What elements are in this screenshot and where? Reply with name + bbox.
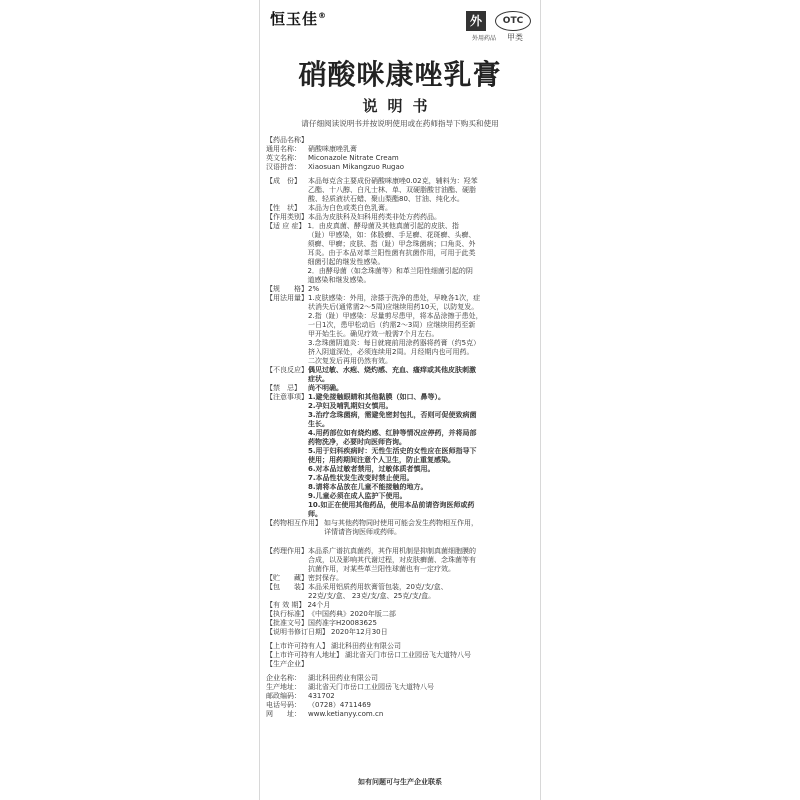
- section-line: 挤入阴道深处，必须连续用2周。月经期内也可用药。: [308, 348, 474, 356]
- section-line: 抗菌作用，对某些革兰阳性球菌也有一定疗效。: [308, 565, 455, 573]
- contact-footer: 如有问题可与生产企业联系: [358, 778, 442, 786]
- section-line: 合成，以及影响其代谢过程，对皮肤癣菌、念珠菌等有: [308, 556, 476, 564]
- section-line: 2．由酵母菌（如念珠菌等）和革兰阳性细菌引起的阴: [307, 267, 473, 275]
- section-label: 【上市许可持有人】: [266, 642, 329, 650]
- section-line: 7.本品性状发生改变时禁止使用。: [308, 474, 414, 482]
- section-value: [308, 154, 536, 163]
- section-label: 【成 份】: [266, 177, 301, 185]
- section-row: [266, 642, 536, 651]
- section-value: [308, 692, 536, 701]
- section-value: [308, 177, 536, 204]
- section-label: 通用名称：: [266, 145, 301, 153]
- section-line: 国药准字H20083625: [308, 619, 377, 627]
- section-line: 甲开始生长。确见疗效一般需7个月左右。: [308, 330, 439, 338]
- section-label: 【药物相互作用】: [266, 519, 322, 527]
- section-line: 生长。: [308, 420, 329, 428]
- section-value: [308, 674, 536, 683]
- section-line: 2.指（趾）甲感染：尽量剪尽患甲，将本品涂擦于患处，: [308, 312, 483, 320]
- section-value: [308, 547, 536, 574]
- section-line: Miconazole Nitrate Cream: [308, 154, 399, 162]
- brand-name: 恒玉佳: [270, 10, 319, 28]
- section-row: [266, 154, 536, 163]
- section-line: 湖北省天门市岳口工业园岳飞大道特八号: [308, 683, 434, 691]
- section-line: 5.用于妇科疾病时：无性生活史的女性应在医师指导下: [308, 447, 477, 455]
- section-line: 9.儿童必须在成人监护下使用。: [308, 492, 407, 500]
- section-value: [308, 213, 536, 222]
- section-value: [329, 628, 536, 637]
- section-row: [266, 285, 536, 294]
- section-row: [266, 222, 536, 285]
- section-row: [266, 628, 536, 637]
- section-label: 【作用类别】: [266, 213, 308, 221]
- section-value: [308, 145, 536, 154]
- section-row: [266, 145, 536, 154]
- section-row: [266, 683, 536, 692]
- section-label: 【说明书修订日期】: [266, 628, 329, 636]
- section-value: [308, 393, 536, 519]
- section-line: 24个月: [307, 601, 331, 609]
- external-use-caption: 外用药品: [471, 35, 496, 42]
- section-line: [308, 660, 536, 669]
- otc-class-caption: 甲类: [507, 33, 523, 42]
- section-line: 湖北科田药业有限公司: [308, 674, 378, 682]
- section-row: [266, 204, 536, 213]
- section-line: 二次复发后再用仍然有效。: [308, 357, 392, 365]
- section-label: 【规 格】: [266, 285, 308, 293]
- section-row: [266, 213, 536, 222]
- section-line: 乙酯、十八醇、白凡士林、单、双硬脂酸甘油酯、硬脂: [308, 186, 476, 194]
- section-line: 湖北科田药业有限公司: [331, 642, 401, 650]
- section-label: 【上市许可持有人地址】: [266, 651, 343, 659]
- section-line: 本品系广谱抗真菌药，其作用机制是抑制真菌细胞膜的: [308, 547, 476, 555]
- section-line: （0728）4711469: [308, 701, 371, 709]
- section-label: 生产地址：: [266, 683, 301, 691]
- section-label: 【药理作用】: [266, 547, 308, 555]
- section-line: 状消失后(通常需2～5周)应继续用药10天，以防复发。: [308, 303, 479, 311]
- section-value: [308, 710, 536, 719]
- section-line: 症状。: [308, 375, 329, 383]
- section-row: [266, 136, 536, 145]
- section-line: 师。: [308, 510, 322, 518]
- drug-title: 硝酸咪康唑乳膏: [298, 58, 502, 91]
- section-value: [308, 660, 536, 669]
- section-label: 【用法用量】: [266, 294, 308, 302]
- section-line: www.ketianyy.com.cn: [308, 710, 384, 718]
- section-label: 【药品名称】: [266, 136, 308, 144]
- section-value: [308, 583, 536, 601]
- section-row: [266, 294, 536, 366]
- section-line: 2.孕妇及哺乳期妇女慎用。: [308, 402, 393, 410]
- section-label: 【生产企业】: [266, 660, 308, 668]
- section-line: 使用；用药期间注意个人卫生，防止重复感染。: [308, 456, 455, 464]
- section-line: 湖北省天门市岳口工业园岳飞大道特八号: [345, 651, 471, 659]
- section-line: 1．由皮真菌、酵母菌及其他真菌引起的皮肤、指: [307, 222, 459, 230]
- section-value: [305, 601, 536, 610]
- section-line: 详情请咨询医师或药师。: [324, 528, 401, 536]
- otc-badge: OTC: [495, 11, 531, 31]
- section-row: [266, 619, 536, 628]
- section-line: 耳炎。由于本品对革兰阳性菌有抗菌作用，可用于此类: [307, 249, 476, 257]
- section-line: 偶见过敏、水疱、烧灼感、充血、瘙痒或其他皮肤刺激: [308, 366, 476, 374]
- section-line: 3.治疗念珠菌病，需避免密封包扎，否则可促使致病菌: [308, 411, 477, 419]
- section-line: 10.如正在使用其他药品，使用本品前请咨询医师或药: [308, 501, 475, 509]
- section-line: 2%: [308, 285, 320, 293]
- section-row: [266, 710, 536, 719]
- section-row: [266, 547, 536, 574]
- section-label: 【注意事项】: [266, 393, 308, 401]
- section-row: [266, 610, 536, 619]
- section-value: [329, 642, 536, 651]
- section-value: [308, 136, 536, 145]
- section-line: [308, 136, 536, 145]
- section-row: [266, 384, 536, 393]
- section-row: [266, 701, 536, 710]
- section-row: [266, 163, 536, 172]
- section-line: 如与其他药物同时使用可能会发生药物相互作用，: [324, 519, 478, 527]
- section-line: Xiaosuan Mikangzuo Rugao: [308, 163, 405, 171]
- section-value: [308, 619, 536, 628]
- registered-mark: ®: [318, 11, 328, 20]
- section-row: [266, 601, 536, 610]
- section-line: 硝酸咪康唑乳膏: [308, 145, 357, 153]
- section-line: 1.皮肤感染：外用，涂搽于洗净的患处，早晚各1次，症: [308, 294, 481, 302]
- section-value: [308, 294, 536, 366]
- leaflet-body: [266, 136, 536, 719]
- section-value: [308, 163, 536, 172]
- section-row: [266, 674, 536, 683]
- section-line: 密封保存。: [308, 574, 343, 582]
- section-line: 1.避免接触眼睛和其他黏膜（如口、鼻等）。: [308, 393, 446, 401]
- section-label: 【不良反应】: [266, 366, 308, 374]
- section-line: 6.对本品过敏者禁用，过敏体质者慎用。: [308, 465, 435, 473]
- section-label: 电话号码：: [266, 701, 301, 709]
- section-line: 一日1次，患甲松动后（约需2～3周）应继续用药至新: [308, 321, 476, 329]
- section-row: [266, 177, 536, 204]
- section-line: 本品采用铝质药用软膏管包装，20克/支/盒、: [308, 583, 448, 591]
- section-line: 细菌引起的继发性感染。: [307, 258, 385, 266]
- section-value: [343, 651, 536, 660]
- section-row: [266, 366, 536, 384]
- section-row: [266, 651, 536, 660]
- section-line: 本品为皮肤科及妇科用药类非处方药药品。: [308, 213, 441, 221]
- section-label: 邮政编码：: [266, 692, 301, 700]
- leaflet-sheet: [259, 0, 541, 800]
- section-label: 【贮 藏】: [266, 574, 308, 582]
- section-value: [308, 683, 536, 692]
- section-label: 【执行标准】: [266, 610, 308, 618]
- section-line: 4.用药部位如有烧灼感、红肿等情况应停药，并将局部: [308, 429, 477, 437]
- section-line: 本品每克含主要成份硝酸咪康唑0.02克，辅料为：羟苯: [308, 177, 478, 185]
- section-label: 【禁 忌】: [266, 384, 301, 392]
- section-label: 网 址：: [266, 710, 301, 718]
- section-line: 药物洗净，必要时向医师咨询。: [308, 438, 406, 446]
- section-label: 【包 装】: [266, 583, 308, 591]
- section-line: 须癣、甲癣；皮肤、指（趾）甲念珠菌病；口角炎、外: [307, 240, 476, 248]
- section-label: 汉语拼音：: [266, 163, 301, 171]
- section-line: 道感染和继发感染。: [307, 276, 371, 284]
- section-label: 【有 效 期】: [266, 601, 306, 609]
- section-line: 尚不明确。: [308, 384, 343, 392]
- section-line: 8.请将本品放在儿童不能接触的地方。: [308, 483, 428, 491]
- section-row: [266, 393, 536, 519]
- section-value: [308, 574, 536, 583]
- section-value: [308, 384, 536, 393]
- section-label: 【适 应 症】: [266, 222, 306, 230]
- section-line: 3.念珠菌阴道炎：每日就寝前用涂药器将药膏（约5克）: [308, 339, 481, 347]
- section-line: 2020年12月30日: [331, 628, 388, 636]
- brand-logo: [270, 8, 327, 29]
- section-value: [308, 366, 536, 384]
- section-line: 22克/支/盒、 23克/支/盒、25克/支/盒。: [308, 592, 436, 600]
- section-line: 431702: [308, 692, 335, 700]
- leaflet-subtitle: 说明书: [362, 97, 438, 115]
- section-value: [308, 204, 536, 213]
- section-label: 企业名称：: [266, 674, 301, 682]
- section-row: [266, 519, 536, 537]
- reading-notice: 请仔细阅读说明书并按说明使用或在药师指导下购买和使用: [301, 119, 499, 128]
- section-value: [308, 285, 536, 294]
- section-line: 酸、轻质液状石蜡、聚山梨酯80、甘油、纯化水。: [308, 195, 464, 203]
- section-label: 英文名称：: [266, 154, 301, 162]
- section-row: [266, 574, 536, 583]
- section-row: [266, 692, 536, 701]
- section-label: 【批准文号】: [266, 619, 308, 627]
- section-label: 【性 状】: [266, 204, 301, 212]
- section-line: 本品为白色或类白色乳膏。: [308, 204, 392, 212]
- section-row: [266, 583, 536, 601]
- section-line: （趾）甲感染，如：体股癣、手足癣、花斑癣、头癣、: [307, 231, 476, 239]
- section-row: [266, 660, 536, 669]
- section-value: [305, 222, 536, 285]
- section-value: [308, 701, 536, 710]
- external-use-badge: 外: [466, 11, 486, 31]
- section-line: 《中国药典》2020年版二部: [308, 610, 396, 618]
- section-value: [308, 610, 536, 619]
- section-value: [322, 519, 536, 537]
